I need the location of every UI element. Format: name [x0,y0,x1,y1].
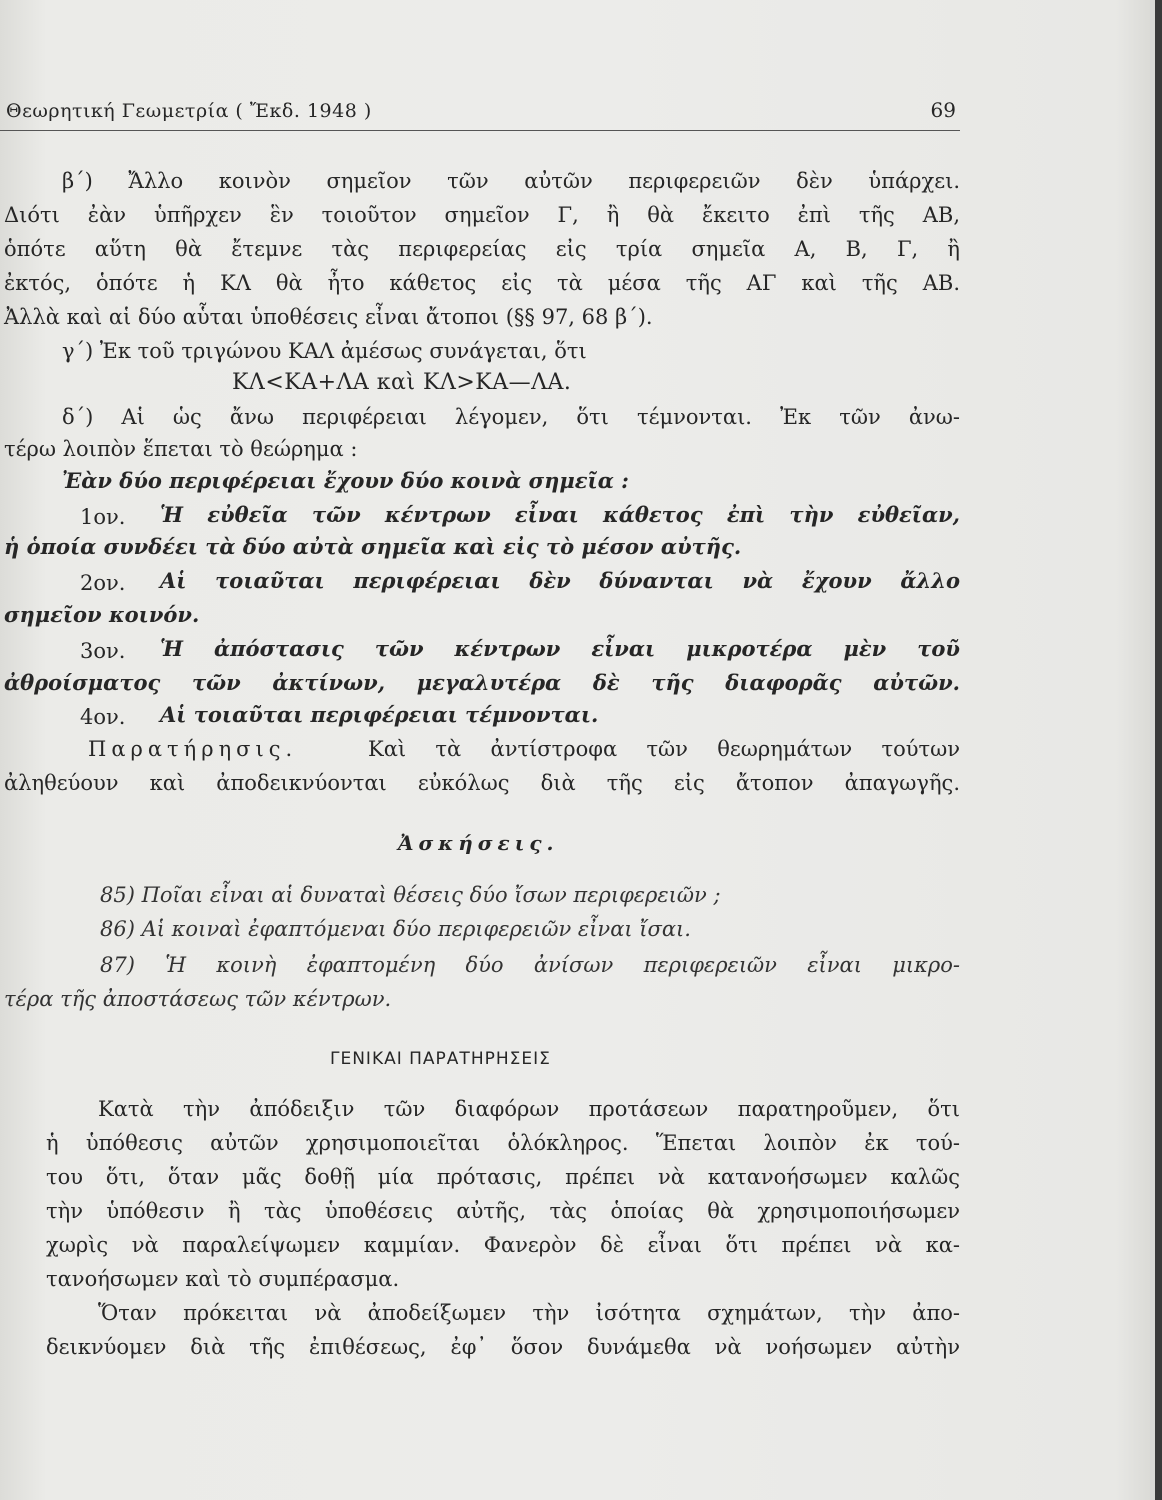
text-line: χωρὶς νὰ παραλείψωμεν καμμίαν. Φανερὸν δὲ εἶναι ὅτι πρέπει νὰ κα- [46,1233,960,1257]
text-line: γ΄) Ἐκ τοῦ τριγώνου ΚΑΛ ἀμέσως συνάγεται, ὅτι [62,339,587,363]
exercise-item: 85) Ποῖαι εἶναι αἱ δυναταὶ θέσεις δύο ἴσων περιφερειῶν ; [100,883,721,907]
theorem-statement: Ἐὰν δύο περιφέρειαι ἔχουν δύο κοινὰ σημεῖα : [62,468,629,493]
theorem-item-text: Αἱ τοιαῦται περιφέρειαι τέμνονται. [160,702,599,727]
text-line: β΄) Ἄλλο κοινὸν σημεῖον τῶν αὐτῶν περιφερειῶν δὲν ὑπάρχει. [62,169,960,193]
theorem-item-number: 3ον. [80,639,126,663]
text-line: Ὅταν πρόκειται νὰ ἀποδείξωμεν τὴν ἰσότητα σχημάτων, τὴν ἀπο- [98,1301,960,1325]
page-number: 69 [930,98,956,122]
theorem-item-text: σημεῖον κοινόν. [4,602,200,627]
theorem-item-text: Ἡ ἀπόστασις τῶν κέντρων εἶναι μικροτέρα μὲν τοῦ [160,636,960,661]
text-line: ὁπότε αὕτη θὰ ἔτεμνε τὰς περιφερείας εἰς τρία σημεῖα Α, Β, Γ, ἢ [4,237,960,261]
theorem-item-text: Ἡ εὐθεῖα τῶν κέντρων εἶναι κάθετος ἐπὶ τὴν εὐθεῖαν, [160,502,960,527]
text-line: Διότι ἐὰν ὑπῆρχεν ἓν τοιοῦτον σημεῖον Γ, ἢ θὰ ἔκειτο ἐπὶ τῆς ΑΒ, [4,203,960,227]
text-line: τέρω λοιπὸν ἕπεται τὸ θεώρημα : [4,437,358,461]
section-heading: ΓΕΝΙΚΑΙ ΠΑΡΑΤΗΡΗΣΕΙΣ [330,1049,551,1069]
exercise-item: 87) Ἡ κοινὴ ἐφαπτομένη δύο ἀνίσων περιφερειῶν εἶναι μικρο- [100,953,960,977]
exercise-item: 86) Αἱ κοιναὶ ἐφαπτόμεναι δύο περιφερειῶν εἶναι ἴσαι. [100,917,691,941]
text-line: Καὶ τὰ ἀντίστροφα τῶν θεωρημάτων τούτων [368,737,960,761]
formula-line: ΚΛ<ΚΑ+ΛΑ καὶ ΚΛ>ΚΑ—ΛΑ. [232,370,572,395]
text-line: Ἀλλὰ καὶ αἱ δύο αὗται ὑποθέσεις εἶναι ἄτοποι (§§ 97, 68 β΄). [4,305,653,329]
theorem-item-number: 2ον. [80,571,126,595]
text-line: τὴν ὑπόθεσιν ἢ τὰς ὑποθέσεις αὐτῆς, τὰς ὁποίας θὰ χρησιμοποιήσωμεν [46,1199,960,1223]
exercise-item: τέρα τῆς ἀποστάσεως τῶν κέντρων. [4,987,392,1011]
page-edge-shadow [1155,0,1162,1500]
text-line: Κατὰ τὴν ἀπόδειξιν τῶν διαφόρων προτάσεων παρατηροῦμεν, ὅτι [98,1097,960,1121]
theorem-item-text: ἡ ὁποία συνδέει τὰ δύο αὐτὰ σημεῖα καὶ εἰς τὸ μέσον αὐτῆς. [4,534,742,559]
text-line: ἐκτός, ὁπότε ἡ ΚΛ θὰ ἦτο κάθετος εἰς τὰ μέσα τῆς ΑΓ καὶ τῆς ΑΒ. [4,271,960,295]
text-line: δεικνύομεν διὰ τῆς ἐπιθέσεως, ἐφ᾽ ὅσον δυνάμεθα νὰ νοήσωμεν αὐτὴν [46,1335,960,1359]
text-line: ἀληθεύουν καὶ ἀποδεικνύονται εὐκόλως διὰ τῆς εἰς ἄτοπον ἀπαγωγῆς. [4,771,960,795]
theorem-item-text: ἀθροίσματος τῶν ἀκτίνων, μεγαλυτέρα δὲ τῆς διαφορᾶς αὐτῶν. [4,670,960,695]
theorem-item-number: 1ον. [80,505,126,529]
theorem-item-number: 4ον. [80,705,126,729]
header-title: Θεωρητική Γεωμετρία ( Ἔκδ. 1948 ) [6,100,372,122]
text-line: του ὅτι, ὅταν μᾶς δοθῇ μία πρότασις, πρέπει νὰ κατανοήσωμεν καλῶς [46,1165,960,1189]
running-header [0,96,960,131]
exercises-title: Ἀσκήσεις. [398,831,559,855]
text-line: δ΄) Αἱ ὡς ἄνω περιφέρειαι λέγομεν, ὅτι τέμνονται. Ἐκ τῶν ἀνω- [62,405,960,429]
text-line: τανοήσωμεν καὶ τὸ συμπέρασμα. [46,1267,400,1291]
remark-label: Παρατήρησις. [88,737,298,761]
text-line: ἡ ὑπόθεσις αὐτῶν χρησιμοποιεῖται ὁλόκληρος. Ἕπεται λοιπὸν ἐκ τού- [46,1131,960,1155]
theorem-item-text: Αἱ τοιαῦται περιφέρειαι δὲν δύνανται νὰ ἔχουν ἄλλο [160,568,960,593]
